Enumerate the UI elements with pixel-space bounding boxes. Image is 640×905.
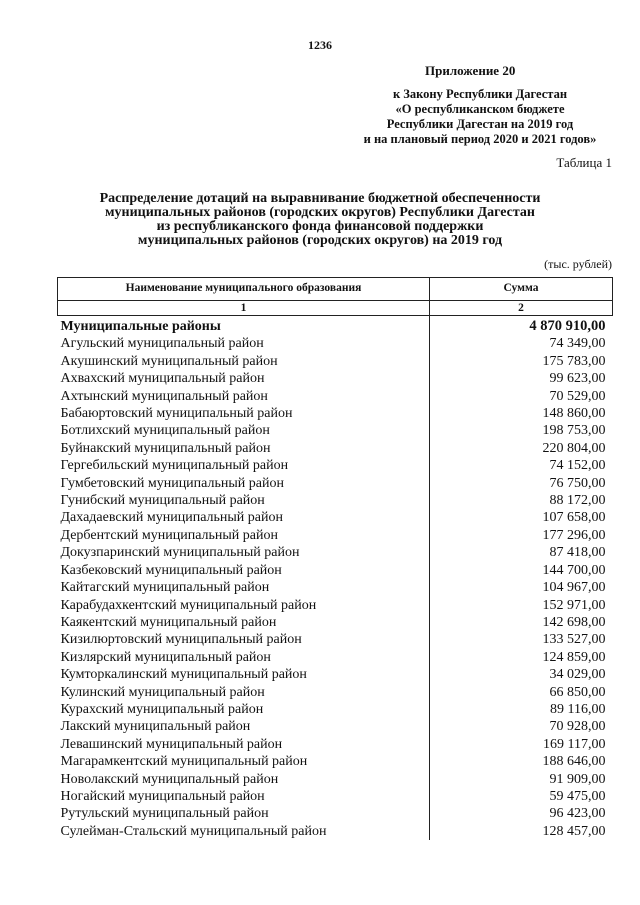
district-name: Новолакский муниципальный район [60,771,279,787]
law-reference-line: и на плановый период 2020 и 2021 годов» [363,132,597,146]
district-sum: 76 750,00 [430,475,613,492]
table-row [58,718,613,735]
district-name: Сулейман-Стальский муниципальный район [60,823,327,839]
district-sum: 74 349,00 [430,335,613,352]
district-sum: 152 971,00 [430,597,613,614]
district-name: Агульский муниципальный район [60,336,264,352]
district-sum: 142 698,00 [430,614,613,631]
table-row [58,753,613,770]
district-name: Бабаюртовский муниципальный район [60,406,293,422]
subsidy-table [57,277,613,840]
title-line: Распределение дотаций на выравнивание бюджетной обеспеченности [99,191,541,206]
table-row [58,562,613,579]
district-name: Кизлярский муниципальный район [60,649,271,665]
table-row [58,527,613,544]
district-name: Гумбетовский муниципальный район [60,475,284,491]
table-row [58,353,613,370]
table-row [58,370,613,387]
table-row [58,631,613,648]
district-name: Буйнакский муниципальный район [60,440,271,456]
column-number-2: 2 [430,301,613,316]
table-row [58,457,613,474]
district-sum: 70 928,00 [430,718,613,735]
title-line: из республиканского фонда финансовой поддержки [156,219,484,234]
header-sum: Сумма [430,278,613,301]
district-name: Ахвахский муниципальный район [60,371,265,387]
district-sum: 87 418,00 [430,544,613,561]
district-sum: 144 700,00 [430,562,613,579]
district-sum: 198 753,00 [430,422,613,439]
law-reference-line: Республики Дагестан на 2019 год [386,117,574,131]
total-row-sum: 4 870 910,00 [430,316,613,336]
district-name: Каякентский муниципальный район [60,614,277,630]
table-row [58,509,613,526]
district-sum: 34 029,00 [430,666,613,683]
district-sum: 177 296,00 [430,527,613,544]
law-reference [330,87,630,147]
district-name: Гергебильский муниципальный район [60,458,289,474]
title-line: муниципальных районов (городских округов) на 2019 год [137,233,503,248]
district-sum: 89 116,00 [430,701,613,718]
district-name: Дербентский муниципальный район [60,527,278,543]
table-row [58,440,613,457]
column-number-row [58,301,613,316]
district-name: Кайтагский муниципальный район [60,580,270,596]
header-name: Наименование муниципального образования [58,278,430,301]
units-note: (тыс. рублей) [544,257,612,271]
table-row [58,335,613,352]
district-sum: 104 967,00 [430,579,613,596]
district-sum: 70 529,00 [430,388,613,405]
district-name: Лакский муниципальный район [60,719,251,735]
district-name: Кизилюртовский муниципальный район [60,632,302,648]
district-name: Акушинский муниципальный район [60,353,278,369]
district-name: Казбековский муниципальный район [60,562,282,578]
district-sum: 107 658,00 [430,509,613,526]
district-sum: 169 117,00 [430,736,613,753]
district-sum: 175 783,00 [430,353,613,370]
column-number-1: 1 [58,301,430,316]
table-body [58,316,613,841]
law-reference-line: к Закону Республики Дагестан [392,87,568,101]
table-row [58,649,613,666]
table-row [58,666,613,683]
table-row [58,684,613,701]
appendix-label: Приложение 20 [425,63,516,78]
district-sum: 188 646,00 [430,753,613,770]
district-sum: 128 457,00 [430,823,613,840]
table-row [58,597,613,614]
document-title [40,192,600,248]
district-name: Гунибский муниципальный район [60,493,265,509]
district-sum: 96 423,00 [430,805,613,822]
district-sum: 66 850,00 [430,684,613,701]
district-name: Карабудахкентский муниципальный район [60,597,317,613]
page-number: 1236 [308,38,332,52]
table-label: Таблица 1 [556,155,612,170]
header-row [58,278,613,301]
table-row [58,805,613,822]
table-row [58,701,613,718]
district-name: Ногайский муниципальный район [60,788,265,804]
table-row [58,475,613,492]
district-sum: 74 152,00 [430,457,613,474]
total-row [58,316,613,336]
district-sum: 91 909,00 [430,771,613,788]
district-sum: 59 475,00 [430,788,613,805]
table-row [58,388,613,405]
district-name: Рутульский муниципальный район [60,806,269,822]
district-name: Дахадаевский муниципальный район [60,510,283,526]
district-sum: 148 860,00 [430,405,613,422]
district-name: Кулинский муниципальный район [60,684,265,700]
district-sum: 99 623,00 [430,370,613,387]
district-name: Курахский муниципальный район [60,701,264,717]
district-name: Ахтынский муниципальный район [60,388,268,404]
table-row [58,422,613,439]
total-row-name: Муниципальные районы [60,319,221,334]
table-row [58,614,613,631]
district-name: Докузпаринский муниципальный район [60,545,300,561]
table-row [58,544,613,561]
table-row [58,771,613,788]
table-row [58,405,613,422]
table-row [58,579,613,596]
district-sum: 88 172,00 [430,492,613,509]
table-row [58,788,613,805]
district-sum: 133 527,00 [430,631,613,648]
table-row [58,736,613,753]
district-name: Магарамкентский муниципальный район [60,754,308,770]
district-name: Ботлихский муниципальный район [60,423,270,439]
title-line: муниципальных районов (городских округов) Республики Дагестан [105,205,535,220]
district-name: Кумторкалинский муниципальный район [60,667,307,683]
table-row [58,492,613,509]
table-row [58,823,613,840]
law-reference-line: «О республиканском бюджете [395,102,565,116]
district-name: Левашинский муниципальный район [60,736,283,752]
district-sum: 220 804,00 [430,440,613,457]
district-sum: 124 859,00 [430,649,613,666]
